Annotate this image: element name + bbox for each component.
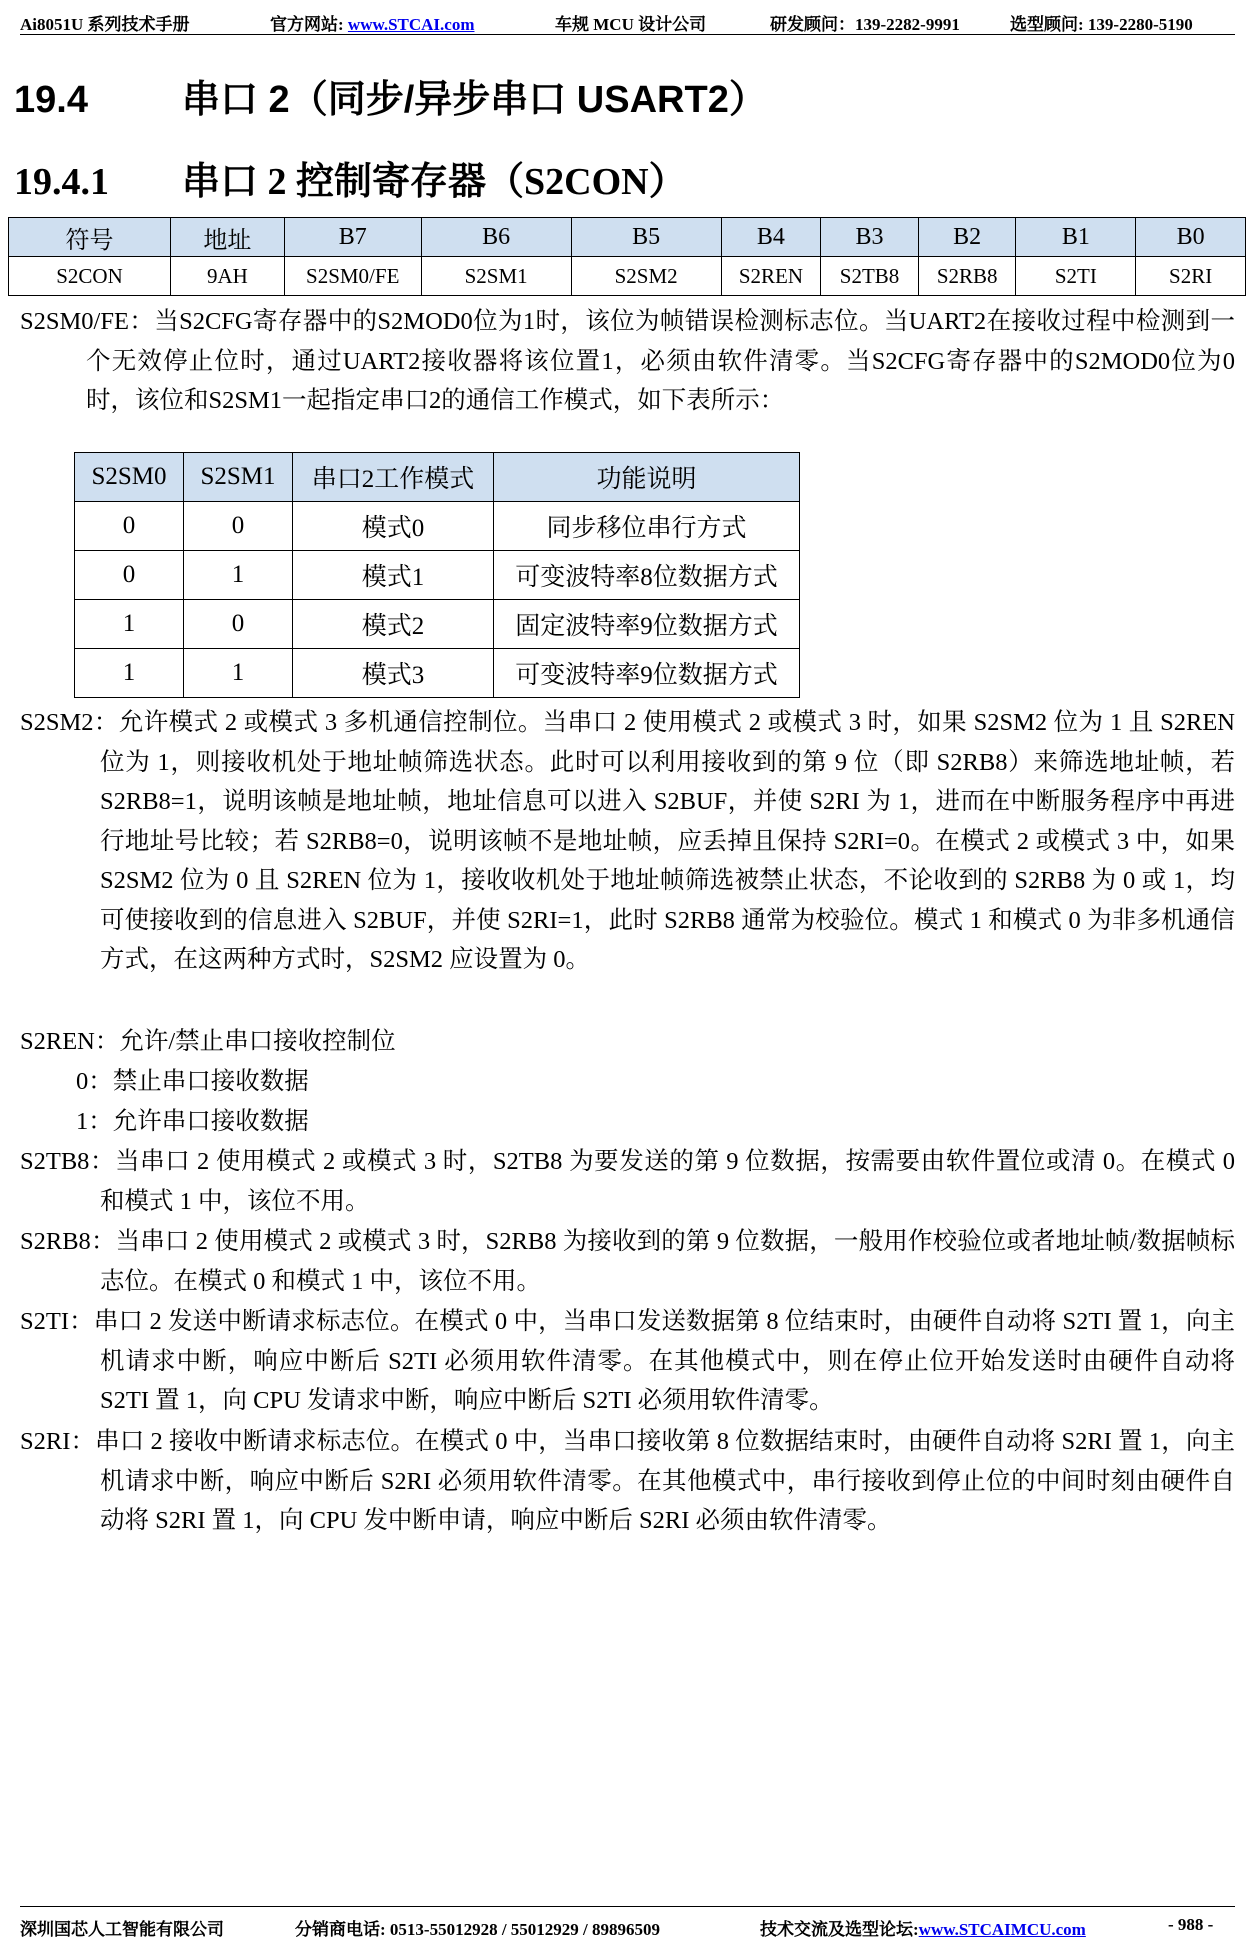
register-header-cell: B7 [284,218,421,257]
register-cell: S2RB8 [918,257,1016,296]
register-data-row [9,257,1246,296]
mode-cell: 可变波特率8位数据方式 [494,551,800,600]
mode-cell: 固定波特率9位数据方式 [494,600,800,649]
register-cell: S2SM1 [421,257,571,296]
manual-title: Ai8051U 系列技术手册 [20,15,190,34]
mode-cell: 0 [184,600,293,649]
footer-forum-label: 技术交流及选型论坛: [760,1920,919,1939]
mode-row [75,649,800,698]
register-cell: 9AH [171,257,285,296]
register-header-row [9,218,1246,257]
mode-cell: 1 [75,600,184,649]
section-title: 串口 2（同步/异步串口 USART2） [182,79,767,121]
mode-cell: 0 [75,551,184,600]
mode-cell: 0 [75,502,184,551]
register-cell: S2RI [1136,257,1246,296]
register-header-cell: B1 [1016,218,1136,257]
page-number: - 988 - [1168,1915,1214,1934]
s2ren-option-1: 1：允许串口接收数据 [76,1108,309,1135]
mode-cell: 模式3 [293,649,494,698]
footer-distributor-phone: 分销商电话: 0513-55012928 / 55012929 / 89896509 [295,1920,661,1939]
mode-header-cell: S2SM0 [75,453,184,502]
mode-header-row [75,453,800,502]
s2rb8-description: S2RB8：当串口 2 使用模式 2 或模式 3 时，S2RB8 为接收到的第 9 位数据，一般用作校验位或者地址帧/数据帧标志位。在模式 0 和模式 1 中，该位不用。 [20,1228,1235,1295]
register-header-cell: B0 [1136,218,1246,257]
s2ri-description: S2RI：串口 2 接收中断请求标志位。在模式 0 中，当串口接收第 8 位数据结束时，由硬件自动将 S2RI 置 1，向主机请求中断，响应中断后 S2RI 必须用软件清零。在其他模式中，串行接收到停止位的中间时刻由硬件自动将 S2RI 置 1，向 CPU 发中断申请，响应中断后 S2RI 必须由软件清零。 [20,1428,1235,1534]
official-site-label: 官方网站: [270,15,348,34]
footer-company: 深圳国芯人工智能有限公司 [20,1920,224,1939]
page-header [20,6,1235,34]
register-header-cell: B4 [721,218,821,257]
register-header-cell: B3 [821,218,919,257]
footer-divider [20,1906,1235,1907]
selection-consultant-phone: 选型顾问: 139-2280-5190 [1010,15,1193,34]
subsection-heading [14,150,687,205]
register-header-cell: B5 [571,218,721,257]
company-slogan: 车规 MCU 设计公司 [555,15,707,34]
subsection-number: 19.4.1 [14,161,109,203]
mode-cell: 模式0 [293,502,494,551]
register-cell: S2REN [721,257,821,296]
mode-header-cell: 串口2工作模式 [293,453,494,502]
register-header-cell: B6 [421,218,571,257]
s2sm2-description: S2SM2：允许模式 2 或模式 3 多机通信控制位。当串口 2 使用模式 2 或模式 3 时，如果 S2SM2 位为 1 且 S2REN 位为 1，则接收机处于地址帧筛选状态。此时可以利用接收到的第 9 位（即 S2RB8）来筛选地址帧，若 S2RB8=1，说明该帧是地址帧，地址信息可以进入 S2BUF，并使 S2RI 为 1，进而在中断服务程序中再进行地址号比较；若 S2RB8=0，说明该帧不是地址帧，应丢掉且保持 S2RI=0。在模式 2 或模式 3 中，如果 S2SM2 位为 0 且 S2REN 位为 1，接收收机处于地址帧筛选被禁止状态，不论收到的 S2RB8 为 0 或 1，均可使接收到的信息进入 S2BUF，并使 S2RI=1，此时 S2RB8 通常为校验位。模式 1 和模式 0 为非多机通信方式，在这两种方式时，S2SM2 应设置为 0。 [20,709,1235,973]
footer-forum [760,1915,1086,1940]
mode-cell: 1 [184,649,293,698]
s2con-register-table [8,217,1246,296]
register-header-cell: B2 [918,218,1016,257]
register-cell: S2TI [1016,257,1136,296]
mode-cell: 1 [184,551,293,600]
footer-forum-link[interactable]: www.STCAIMCU.com [918,1920,1086,1939]
register-header-cell: 地址 [171,218,285,257]
mode-cell: 同步移位串行方式 [494,502,800,551]
s2ren-option-0: 0：禁止串口接收数据 [76,1068,309,1095]
s2ti-description: S2TI：串口 2 发送中断请求标志位。在模式 0 中，当串口发送数据第 8 位结束时，由硬件自动将 S2TI 置 1，向主机请求中断，响应中断后 S2TI 必须用软件清零。在其他模式中，则在停止位开始发送时由硬件自动将 S2TI 置 1，向 CPU 发请求中断，响应中断后 S2TI 必须用软件清零。 [20,1308,1235,1414]
register-cell: S2TB8 [821,257,919,296]
header-divider [20,34,1235,35]
mode-row [75,600,800,649]
s2sm0-description: S2SM0/FE：当S2CFG寄存器中的S2MOD0位为1时，该位为帧错误检测标志位。当UART2在接收过程中检测到一个无效停止位时，通过UART2接收器将该位置1，必须由软件清零。当S2CFG寄存器中的S2MOD0位为0时，该位和S2SM1一起指定串口2的通信工作模式，如下表所示： [20,308,1235,414]
official-site [270,10,474,35]
mode-cell: 模式2 [293,600,494,649]
section-heading [14,68,767,123]
register-cell: S2SM2 [571,257,721,296]
official-site-link[interactable]: www.STCAI.com [347,15,475,34]
mode-cell: 可变波特率9位数据方式 [494,649,800,698]
mode-row [75,551,800,600]
s2tb8-description: S2TB8：当串口 2 使用模式 2 或模式 3 时，S2TB8 为要发送的第 9 位数据，按需要由软件置位或清 0。在模式 0 和模式 1 中，该位不用。 [20,1148,1235,1215]
mode-cell: 模式1 [293,551,494,600]
s2ren-title: S2REN：允许/禁止串口接收控制位 [20,1028,396,1055]
subsection-title: 串口 2 控制寄存器（S2CON） [182,161,687,203]
register-cell: S2CON [9,257,171,296]
mode-cell: 0 [184,502,293,551]
register-header-cell: 符号 [9,218,171,257]
mode-header-cell: S2SM1 [184,453,293,502]
mode-row [75,502,800,551]
mode-table [74,452,800,698]
mode-header-cell: 功能说明 [494,453,800,502]
register-cell: S2SM0/FE [284,257,421,296]
section-number: 19.4 [14,79,88,121]
rd-consultant-phone: 研发顾问：139-2282-9991 [770,15,960,34]
mode-cell: 1 [75,649,184,698]
